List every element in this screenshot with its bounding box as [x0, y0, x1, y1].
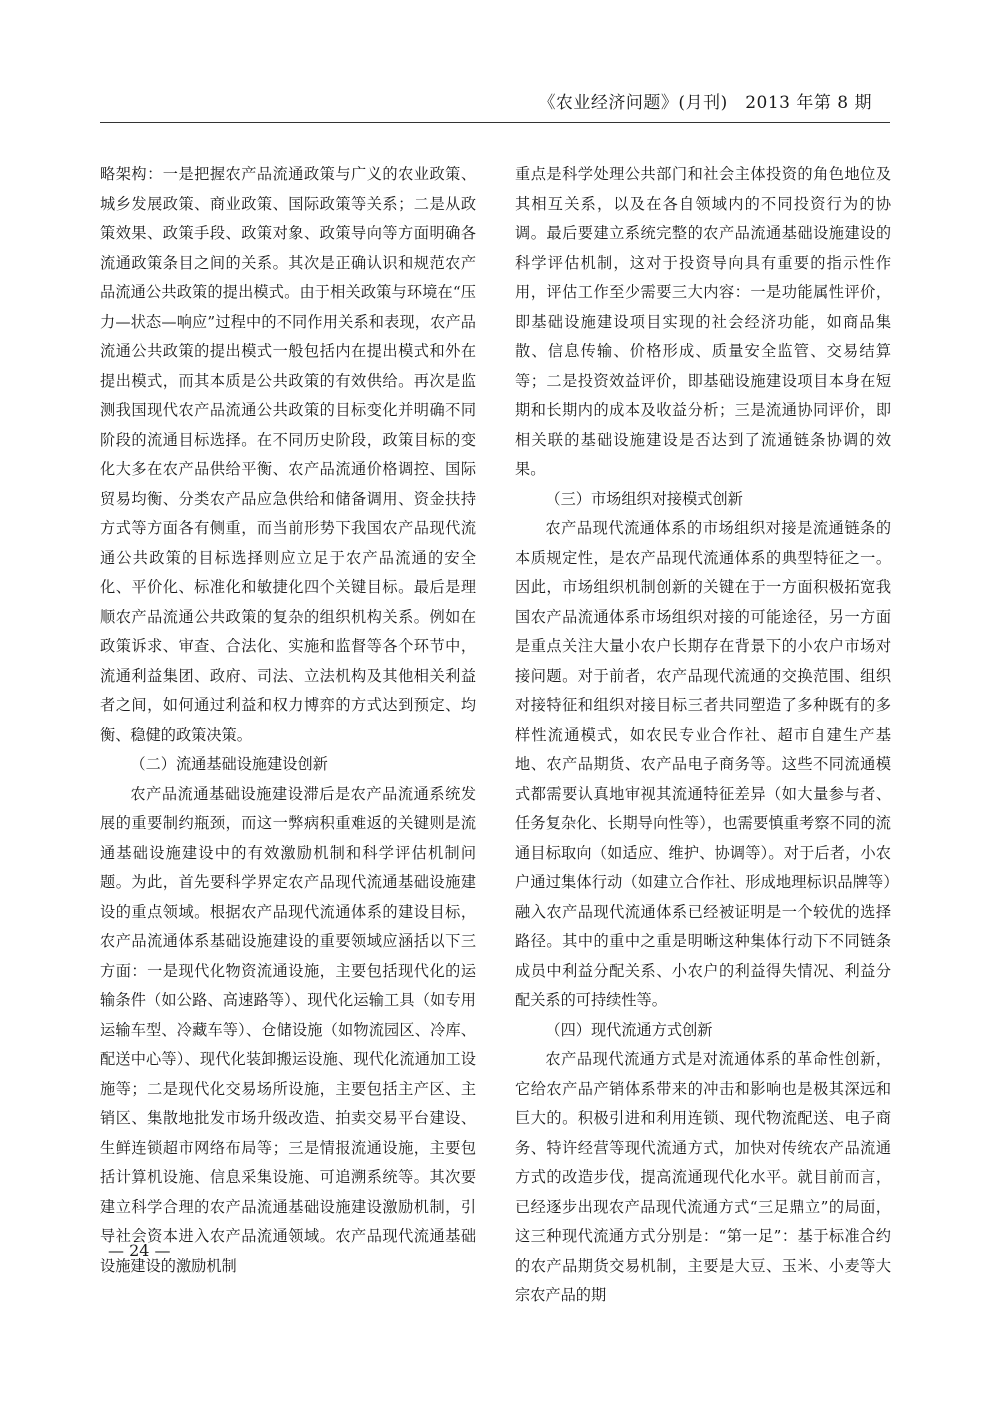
paragraph: 农产品流通基础设施建设滞后是农产品流通系统发展的重要制约瓶颈，而这一弊病积重难返的关键则是流通基础设施建设中的有效激励机制和科学评估机制问题。为此，首先要科学界定农产品现代流通基础设施建设的重点领域。根据农产品现代流通体系的建设目标，农产品流通体系基础设施建设的重要领域应涵括以下三方面：一是现代化物资流通设施，主要包括现代化的运输条件（如公路、高速路等）、现代化运输工具（如专用运输车型、冷藏车等）、仓储设施（如物流园区、冷库、配送中心等）、现代化装卸搬运设施、现代化流通加工设施等；二是现代化交易场所设施，主要包括主产区、主销区、集散地批发市场升级改造、拍卖交易平台建设、生鲜连锁超市网络布局等；三是情报流通设施，主要包括计算机设施、信息采集设施、可追溯系统等。其次要建立科学合理的农产品流通基础设施建设激励机制，引导社会资本进入农产品流通领域。农产品现代流通基础设施建设的激励机制 — [100, 784, 476, 1275]
section-heading: （四）现代流通方式创新 — [545, 1020, 713, 1039]
section-heading: （二）流通基础设施建设创新 — [130, 755, 328, 773]
paragraph: 农产品现代流通体系的市场组织对接是流通链条的本质规定性，是农产品现代流通体系的典型特征之一。因此，市场组织机制创新的关键在于一方面积极拓宽我国农产品流通体系市场组织对接的可能途径，另一方面是重点关注大量小农户长期存在背景下的小农户市场对接问题。对于前者，农产品现代流通的交换范围、组织对接特征和组织对接目标三者共同塑造了多种既有的多样性流通模式，如农民专业合作社、超市自建生产基地、农产品期货、农产品电子商务等。这些不同流通模式都需要认真地审视其流通特征差异（如大量参与者、任务复杂化、长期导向性等），也需要慎重考察不同的流通目标取向（如适应、维护、协调等）。对于后者，小农户通过集体行动（如建立合作社、形成地理标识品牌等）融入农产品现代流通体系已经被证明是一个较优的选择路径。其中的重中之重是明晰这种集体行动下不同链条成员中利益分配关系、小农户的利益得失情况、利益分配关系的可持续性等。 — [515, 519, 891, 1009]
header-rule — [100, 122, 890, 123]
section-heading: （三）市场组织对接模式创新 — [545, 489, 743, 508]
right-column — [515, 160, 891, 1311]
paragraph: 农产品现代流通方式是对流通体系的革命性创新，它给农产品产销体系带来的冲击和影响也是极其深远和巨大的。积极引进和利用连锁、现代物流配送、电子商务、特许经营等现代流通方式，加快对传统农产品流通方式的改造步伐，提高流通现代化水平。就目前而言，已经逐步出现农产品现代流通方式“三足鼎立”的局面，这三种现代流通方式分别是：“第一足”：基于标准合约的农产品期货交易机制，主要是大豆、玉米、小麦等大宗农产品的期 — [515, 1050, 891, 1304]
page-number: — 24 — — [108, 1241, 171, 1260]
journal-header: 《农业经济问题》(月刊) 2013 年第 8 期 — [538, 93, 872, 113]
paragraph: 重点是科学处理公共部门和社会主体投资的角色地位及其相互关系，以及在各自领域内的不同投资行为的协调。最后要建立系统完整的农产品流通基础设施建设的科学评估机制，这对于投资导向具有重要的指示性作用，评估工作至少需要三大内容：一是功能属性评价，即基础设施建设项目实现的社会经济功能，如商品集散、信息传输、价格形成、质量安全监管、交易结算等；二是投资效益评价，即基础设施建设项目本身在短期和长期内的成本及收益分析；三是流通协同评价，即相关联的基础设施建设是否达到了流通链条协调的效果。 — [515, 165, 891, 478]
left-column — [100, 160, 476, 1281]
paragraph: 略架构：一是把握农产品流通政策与广义的农业政策、城乡发展政策、商业政策、国际政策等关系；二是从政策效果、政策手段、政策对象、政策导向等方面明确各流通政策条目之间的关系。其次是正确认识和规范农产品流通公共政策的提出模式。由于相关政策与环境在“压力—状态—响应”过程中的不同作用关系和表现，农产品流通公共政策的提出模式一般包括内在提出模式和外在提出模式，而其本质是公共政策的有效供给。再次是监测我国现代农产品流通公共政策的目标变化并明确不同阶段的流通目标选择。在不同历史阶段，政策目标的变化大多在农产品供给平衡、农产品流通价格调控、国际贸易均衡、分类农产品应急供给和储备调用、资金扶持方式等方面各有侧重，而当前形势下我国农产品现代流通公共政策的目标选择则应立足于农产品流通的安全化、平价化、标准化和敏捷化四个关键目标。最后是理顺农产品流通公共政策的复杂的组织机构关系。例如在政策诉求、审查、合法化、实施和监督等各个环节中，流通利益集团、政府、司法、立法机构及其他相关利益者之间，如何通过利益和权力博弈的方式达到预定、均衡、稳健的政策决策。 — [100, 165, 476, 744]
